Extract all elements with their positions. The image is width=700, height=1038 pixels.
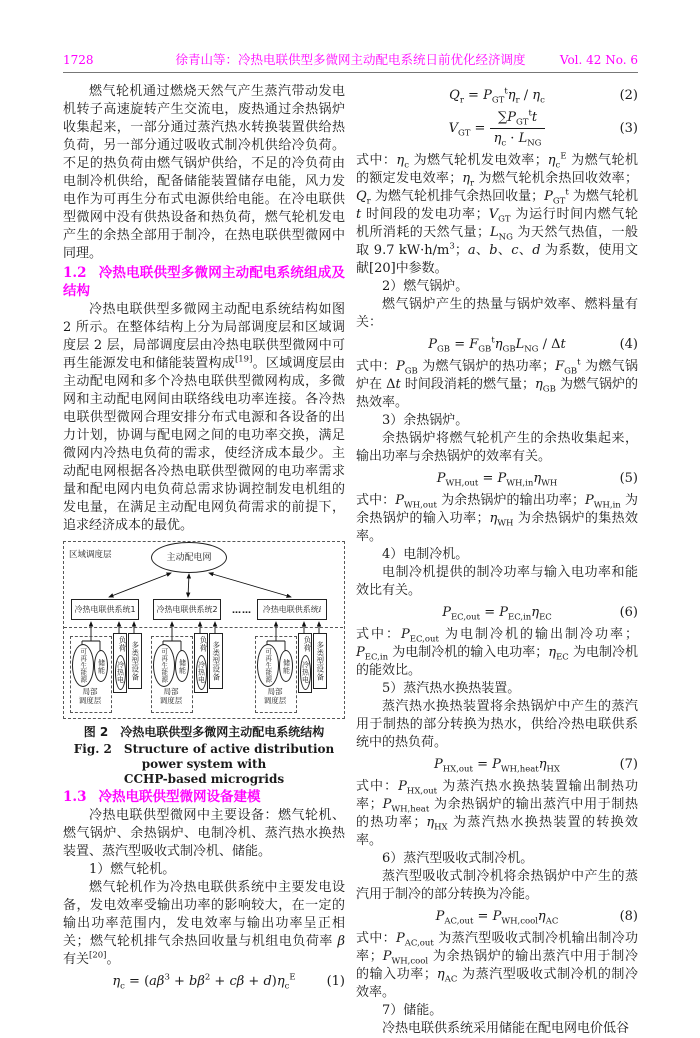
running-title: 徐青山等：冷热电联供型多微网主动配电系统日前优化经济调度 [175, 52, 526, 67]
where-clause: 式中：$P_{AC,out}$ 为蒸汽型吸收式制冷机输出制冷功率；$P_{WH,cool}$ 为余热锅炉的输出蒸汽中用于制冷的输入功率；$\eta_{AC}$ 为蒸汽型吸收式制冷机的制冷效率。 [356, 931, 638, 1000]
active-distribution-network-node: 主动配电网 [151, 542, 227, 573]
figure-caption-zh: 图 2 冷热电联供型多微网主动配电系统结构 [83, 725, 325, 739]
load-box: 负荷 冷热电 [113, 633, 127, 693]
where-clause: 式中：$P_{GB}$ 为燃气锅炉的热功率；$F_{GB}^t$ 为燃气锅炉在 Δt 时间段消耗的燃气量；$\eta_{GB}$ 为燃气锅炉的热效率。 [356, 357, 638, 410]
paragraph: 冷热电联供型微网中主要设备：燃气轮机、燃气锅炉、余热锅炉、电制冷机、蒸汽热水换热装置、蒸汽型吸收式制冷机、储能。 [63, 808, 345, 859]
paragraph: 冷热电联供型多微网主动配电系统结构如图 2 所示。在整体结构上分为局部调度层和区域调度层 2 层，局部调度层由冷热电联供型微网中可再生能源发电和储能装置构成[19]。区域调度层由主动配电网和多个冷热电联供型微网构成，多微网和主动配电网间由联络线电功率连接。各冷热电联供型微网合理安排分布式电源和各设备的出力计划，协调与配电网之间的电功率交换，满足微网内冷热电负荷的需求，使经济成本最少。主动配电网根据各冷热电联供型微网的电功率需求量和配电网内电负荷总需求协调控制发电机组的发电量，在满足主动配电网负荷需求的前提下，追求经济成本的最优。 [63, 302, 345, 533]
list-item: 2）燃气锅炉。 [382, 279, 469, 294]
header-rule [63, 72, 638, 73]
figure-caption-en: Fig. 2 Structure of active distribution power system with CCHP-based microgrids [73, 742, 335, 786]
multi-type-equipment-box: 多类型设备 [313, 633, 327, 689]
equation-4: $P_{GB} = F_{GB}^t\eta_{GB}L_{NG} / \Delta t$ (4) [428, 335, 638, 355]
list-item: 7）储能。 [382, 1003, 443, 1018]
paragraph: 电制冷机提供的制冷功率与输入电功率和能效比有关。 [356, 565, 638, 598]
paragraph: 燃气轮机通过燃烧天然气产生蒸汽带动发电机转子高速旋转产生交流电，废热通过余热锅炉收集起来，一部分通过蒸汽热水转换装置供给热负荷，另一部分通过吸收式制冷机供给冷负荷。不足的热负荷由燃气锅炉供给，不足的冷负荷由电制冷机供给，配备储能装置储存电能，风力发电作为可再生分布式电源供给电能。在冷电联供型微网中没有供热设备和热负荷，燃气轮机发电产生的余热全部用于制冷，在热电联供型微网中同理。 [63, 84, 345, 261]
where-clause: 式中：$\eta_c$ 为燃气轮机发电效率；$\eta_c^E$ 为燃气轮机的额定发电效率；$\eta_r$ 为燃气轮机余热回收效率；$Q_r$ 为燃气轮机排气余热回收量；$P_{GT}^t$ 为燃气轮机 t 时间段的发电功率；$V_{GT}$ 为运行时间内燃气轮机所消耗的天然气量；$L_{NG}$ 为天然气热值，一般取 9.7 $kW\cdot h/m^3$；a、b、c、d 为系数，使用文献[20]中参数。 [356, 151, 638, 276]
local-dispatch-layer-label: 局部 调度层 [159, 687, 183, 705]
cchp-system-2-box: 冷热电联供系统2 [153, 599, 221, 620]
section-number: 1.3 [63, 789, 87, 805]
left-column [63, 83, 345, 1038]
list-item: 6）蒸汽型吸收式制冷机。 [382, 851, 534, 866]
section-heading-1-2 [63, 264, 345, 300]
region-dispatch-layer-label: 区域调度层 [69, 550, 112, 560]
list-item: 3）余热锅炉。 [382, 413, 469, 428]
paragraph: 冷热电联供系统采用储能在配电网电价低谷 [382, 1021, 630, 1036]
section-number: 1.2 [63, 265, 87, 281]
where-clause: 式中：$P_{EC,out}$ 为电制冷机的输出制冷功率；$P_{EC,in}$ 为电制冷机的输入电功率；$\eta_{EC}$ 为电制冷机的能效比。 [356, 627, 638, 678]
where-clause: 式中：$P_{HX,out}$ 为蒸汽热水换热装置输出制热功率；$P_{WH,heat}$ 为余热锅炉的输出蒸汽中用于制热的热功率；$\eta_{HX}$ 为蒸汽热水换热装置的转换效率。 [356, 779, 638, 848]
chp-load-ellipse: 冷热电 [196, 655, 207, 690]
multi-type-equipment-box: 多类型设备 [209, 633, 223, 689]
right-column [356, 83, 638, 1038]
paragraph: 燃气锅炉产生的热量与锅炉效率、燃料量有关： [356, 297, 638, 330]
section-title: 冷热电联供型多微网主动配电系统组成及结构 [63, 265, 345, 299]
layer-divider-dashed-line [64, 627, 343, 628]
renewable-energy-ellipse: 可再生能源 [72, 644, 94, 687]
paragraph: 余热锅炉将燃气轮机产生的余热收集起来，输出功率与余热锅炉的效率有关。 [356, 431, 638, 464]
where-clause: 式中：$P_{WH,out}$ 为余热锅炉的输出功率；$P_{WH,in}$ 为余热锅炉的输入功率；$\eta_{WH}$ 为余热锅炉的集热效率。 [356, 493, 638, 544]
list-item: 4）电制冷机。 [382, 547, 469, 562]
list-item: 1）燃气轮机。 [89, 862, 176, 877]
figure-2-diagram [63, 541, 345, 719]
equation-7: $P_{HX,out} = P_{WH,heat}\eta_{HX}$ (7) [434, 757, 638, 775]
page-number: 1728 [63, 53, 94, 67]
storage-ellipse: 储能 [279, 650, 293, 682]
renewable-energy-ellipse: 可再生能源 [257, 644, 279, 687]
load-box: 负荷 冷热电 [298, 633, 312, 693]
storage-ellipse: 储能 [94, 650, 108, 682]
cchp-system-1-box: 冷热电联供系统1 [71, 599, 139, 620]
chp-load-ellipse: 冷热电 [300, 655, 311, 690]
equation-1: $\eta_c = (a\beta^3 + b\beta^2 + c\beta + d)\eta_c^E$ (1) [112, 972, 345, 992]
page-header [63, 50, 638, 68]
section-heading-1-3 [63, 788, 345, 806]
equation-3: $V_{GT}$ = $\frac{\sum P_{GT}^tt}{\eta_c \cdot L_{NG}}$ (3) [448, 108, 638, 149]
paragraph: 燃气轮机作为冷热电联供系统中主要发电设备，发电效率受输出功率的影响较大，在一定的输出功率范围内，发电效率与输出功率呈正相关；燃气轮机排气余热回收量与机组电负荷率 β 有关[20]。 [63, 880, 345, 967]
chp-load-ellipse: 冷热电 [115, 655, 126, 690]
storage-ellipse: 储能 [175, 650, 189, 682]
multi-type-equipment-box: 多类型设备 [128, 633, 142, 689]
equation-2: $Q_r = P_{GT}^t\eta_r / \eta_c$ (2) [449, 86, 638, 106]
renewable-energy-ellipse: 可再生能源 [153, 644, 175, 687]
paper-page [63, 50, 638, 1038]
section-title: 冷热电联供型微网设备建模 [98, 789, 261, 805]
cchp-system-i-box: 冷热电联供系统 i [257, 599, 327, 620]
equation-8: $P_{AC,out} = P_{WH,cool}\eta_{AC}$ (8) [435, 909, 638, 927]
list-item: 5）蒸汽热水换热装置。 [382, 681, 521, 696]
ellipsis-dots: …… [232, 606, 252, 616]
paragraph: 蒸汽热水换热装置将余热锅炉中产生的蒸汽用于制热的部分转换为热水，供给冷热电联供系统中的热负荷。 [356, 699, 638, 750]
load-box: 负荷 冷热电 [194, 633, 208, 693]
volume-issue: Vol. 42 No. 6 [559, 53, 638, 67]
equation-6: $P_{EC,out} = P_{EC,in}\eta_{EC}$ (6) [442, 605, 638, 623]
two-column-body [63, 83, 638, 1038]
local-dispatch-layer-label: 局部 调度层 [263, 687, 287, 705]
paragraph: 蒸汽型吸收式制冷机将余热锅炉中产生的蒸汽用于制冷的部分转换为冷能。 [356, 869, 638, 902]
local-dispatch-layer-label: 局部 调度层 [78, 687, 102, 705]
equation-5: $P_{WH,out} = P_{WH,in}\eta_{WH}$ (5) [436, 471, 638, 489]
